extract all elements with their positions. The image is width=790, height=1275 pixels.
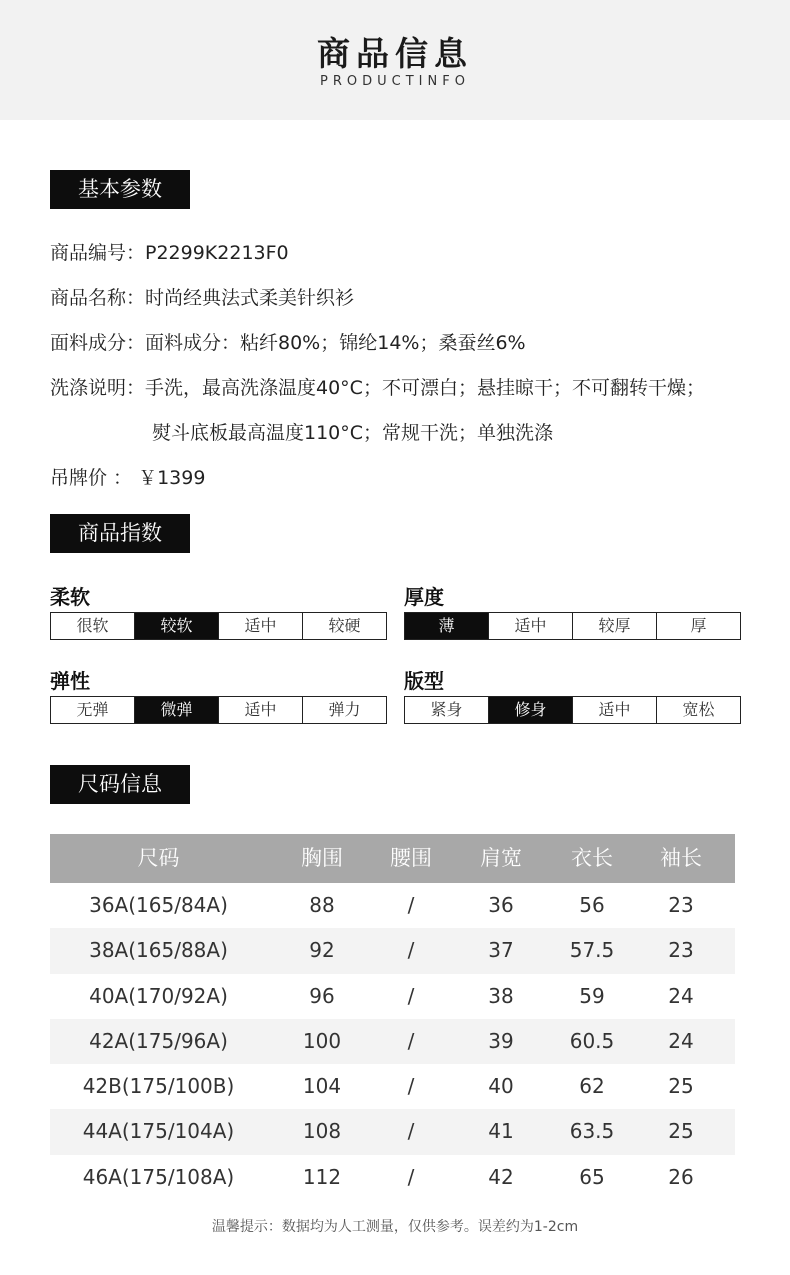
header-size: 尺码 [137, 846, 180, 870]
cell-chest: 104 [302, 1074, 342, 1099]
table-row [50, 1064, 735, 1109]
softness-scale [50, 612, 387, 640]
cell-size: 36A(165/84A) [89, 893, 228, 917]
fit-option: 紧身 [430, 700, 463, 719]
cell-shoulder: 38 [488, 983, 514, 1008]
index-label-softness: 柔软 [50, 585, 90, 609]
cell-chest: 108 [302, 1119, 342, 1144]
cell-waist: / [407, 1164, 415, 1189]
size-table-body [50, 883, 735, 1200]
size-table-header [50, 834, 735, 883]
cell-sleeve: 23 [668, 938, 694, 963]
info-row-wash: 洗涤说明：手洗，最高洗涤温度40°C；不可漂白；悬挂晾干；不可翻转干燥； [50, 377, 705, 399]
index-label-fit: 版型 [404, 669, 444, 693]
header-shoulder: 肩宽 [480, 846, 522, 870]
cell-waist: / [407, 983, 415, 1008]
cell-length: 65 [579, 1164, 605, 1189]
cell-chest: 92 [309, 938, 335, 963]
thickness-option: 较厚 [572, 613, 656, 639]
thickness-option: 适中 [488, 613, 572, 639]
section-tag-index: 商品指数 [50, 514, 190, 553]
table-row [50, 1155, 735, 1200]
fit-scale [404, 696, 741, 724]
elasticity-option: 无弹 [76, 700, 109, 719]
header-sleeve: 袖长 [660, 846, 702, 870]
softness-option: 较硬 [302, 613, 386, 639]
table-row [50, 928, 735, 973]
softness-option: 适中 [218, 613, 302, 639]
cell-shoulder: 41 [488, 1119, 514, 1144]
index-label-elasticity: 弹性 [50, 669, 90, 693]
cell-length: 62 [579, 1074, 605, 1099]
cell-length: 59 [579, 983, 605, 1008]
elasticity-scale [50, 696, 387, 724]
cell-length: 57.5 [569, 938, 615, 963]
info-row-wash-cont: 熨斗底板最高温度110°C；常规干洗；单独洗涤 [152, 422, 554, 444]
cell-size: 40A(170/92A) [89, 983, 228, 1008]
cell-sleeve: 25 [668, 1074, 694, 1099]
cell-waist: / [407, 938, 415, 963]
cell-size: 44A(175/104A) [82, 1119, 235, 1144]
cell-chest: 96 [309, 983, 335, 1008]
fit-option-selected: 修身 [488, 697, 572, 723]
section-tag-size: 尺码信息 [50, 765, 190, 804]
cell-chest: 100 [302, 1028, 342, 1053]
info-row-sku: 商品编号：P2299K2213F0 [50, 242, 289, 264]
header-banner [0, 0, 790, 120]
header-chest: 胸围 [301, 846, 343, 870]
cell-length: 60.5 [569, 1028, 615, 1053]
cell-sleeve: 24 [668, 983, 694, 1008]
cell-shoulder: 39 [488, 1028, 514, 1053]
thickness-option-selected: 薄 [405, 613, 488, 639]
cell-waist: / [407, 893, 415, 917]
softness-option: 很软 [76, 616, 109, 635]
table-row [50, 1109, 735, 1154]
cell-size: 38A(165/88A) [89, 938, 228, 963]
info-row-fabric: 面料成分：面料成分：粘纤80%；锦纶14%；桑蚕丝6% [50, 332, 526, 354]
cell-shoulder: 36 [488, 893, 514, 917]
size-table [50, 834, 735, 1200]
page-title: 商品信息 [317, 34, 473, 73]
table-row [50, 883, 735, 928]
cell-waist: / [407, 1119, 415, 1144]
index-label-thickness: 厚度 [404, 585, 444, 609]
cell-shoulder: 37 [488, 938, 514, 963]
fit-option: 宽松 [656, 697, 740, 723]
size-note: 温馨提示：数据均为人工测量，仅供参考。误差约为1-2cm [211, 1219, 579, 1235]
cell-length: 63.5 [569, 1119, 615, 1144]
thickness-option: 厚 [656, 613, 740, 639]
cell-sleeve: 24 [668, 1028, 694, 1053]
cell-shoulder: 40 [488, 1074, 514, 1099]
elasticity-option-selected: 微弹 [134, 697, 218, 723]
page-subtitle: PRODUCTINFO [320, 74, 470, 89]
info-row-price: 吊牌价 ： ￥1399 [50, 467, 206, 489]
fit-option: 适中 [572, 697, 656, 723]
section-tag-basic: 基本参数 [50, 170, 190, 209]
info-row-name: 商品名称：时尚经典法式柔美针织衫 [50, 287, 355, 309]
header-length: 衣长 [571, 846, 613, 870]
cell-shoulder: 42 [488, 1164, 514, 1189]
elasticity-option: 弹力 [302, 697, 386, 723]
cell-size: 42A(175/96A) [89, 1028, 228, 1053]
cell-waist: / [407, 1074, 415, 1099]
cell-length: 56 [579, 893, 605, 917]
cell-sleeve: 26 [668, 1164, 694, 1189]
elasticity-option: 适中 [218, 697, 302, 723]
cell-chest: 88 [309, 893, 335, 917]
cell-sleeve: 25 [668, 1119, 694, 1144]
table-row [50, 1019, 735, 1064]
softness-option-selected: 较软 [134, 613, 218, 639]
cell-size: 42B(175/100B) [82, 1074, 235, 1099]
cell-sleeve: 23 [668, 893, 694, 917]
header-waist: 腰围 [390, 846, 432, 870]
table-row [50, 974, 735, 1019]
cell-waist: / [407, 1028, 415, 1053]
thickness-scale [404, 612, 741, 640]
cell-chest: 112 [302, 1164, 342, 1189]
cell-size: 46A(175/108A) [82, 1164, 235, 1189]
